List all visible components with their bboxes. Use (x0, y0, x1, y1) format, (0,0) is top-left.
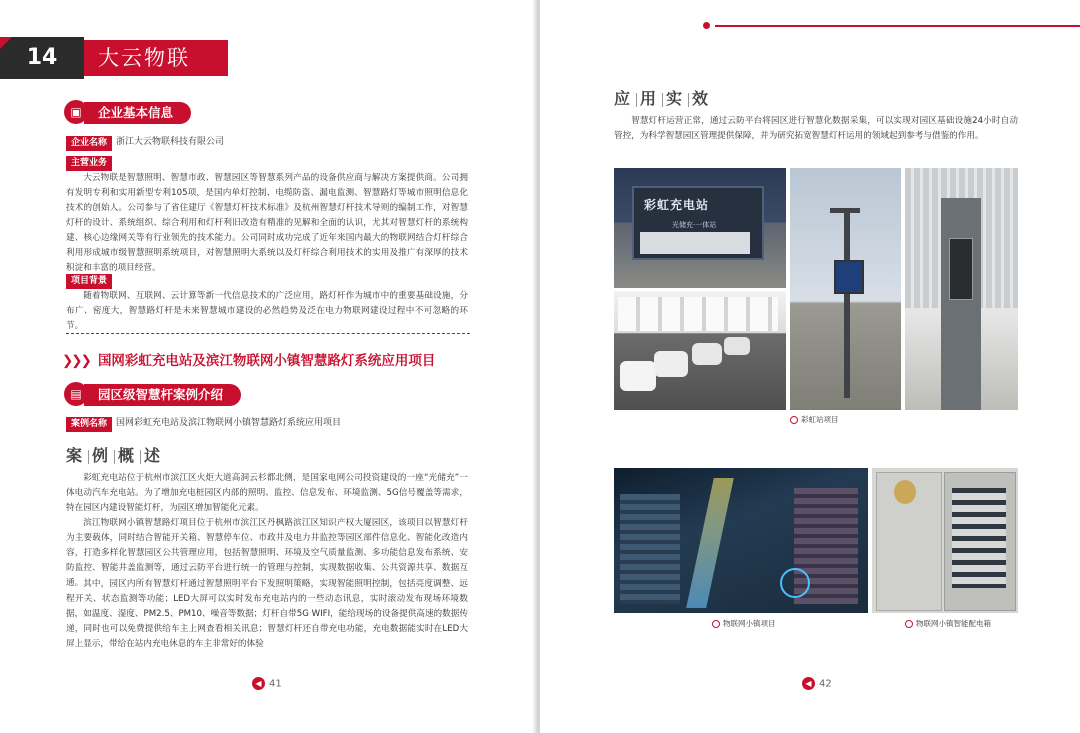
photo-charging-station: 彩虹充电站 光储充·一体站 (614, 168, 786, 288)
project-background-text: 随着物联网、互联网、云计算等新一代信息技术的广泛应用，路灯杆作为城市中的重要基础设施，分布广、密度大，智慧路灯杆是未来智慧城市建设的必然趋势及泛在电力物联网建设过程中不可忽略的环节。 (66, 291, 468, 331)
project-title: 国网彩虹充电站及滨江物联网小镇智慧路灯系统应用项目 (97, 353, 436, 369)
photo-smart-pole (790, 168, 901, 410)
divider (66, 333, 470, 334)
double-arrow-icon: ❯❯❯ (62, 353, 90, 369)
main-business-text: 大云物联是智慧照明、智慧市政、智慧园区等智慧系列产品的设备供应商与解决方案提供商。公司拥有发明专利和实用新型专利105项，是国内单灯控制、电缆防盗、漏电监测、智慧路灯等城市照明信息化技术的创始人。公司参与了省住建厅《智慧灯杆技术标准》及杭州智慧灯杆技术导则的编制工作，对智慧灯杆的设计、系统组织、综合利用和灯杆利旧改造有精准的见解和全面的认识，尤其对智慧灯杆的系统构建、核心边缘网关等有行业领先的技术能力。公司同时成功完成了近年来国内最大的物联网结合灯杆综合利用形成城市级智慧照明系统项目，对智慧照明大系统以及灯杆综合利用技术的实用及推广有深厚的技术积淀和丰富的项目经营。 (66, 173, 468, 273)
photo-parking-lot (614, 291, 786, 410)
overview-paragraph-2: 滨江物联网小镇智慧路灯项目位于杭州市滨江区丹枫路滨江区知识产权大厦园区，该项目以智慧灯杆为主要载体，同时结合智能开关箱、智慧停车位、市政井及电力井监控等园区部件信息化、智能化改造内容，打造多样化智慧园区公共管理应用，包括智慧照明、环境及空气质量监测、多功能信息发布系统、安防监控、智能井盖监测等，通过云防平台进行统一的管理与控制，实现数据收集、公共资源共享、数据互通。 (66, 518, 468, 588)
case-name-label: 案例名称 (66, 417, 112, 432)
caption-rainbow-station: 彩虹站项目 (790, 414, 839, 425)
document-icon: ▤ (64, 382, 88, 406)
header-line (715, 25, 1080, 27)
section-case-intro-label: 园区级智慧杆案例介绍 (84, 384, 241, 406)
caption-dot-icon (790, 416, 798, 424)
banner-corner (0, 37, 12, 49)
right-page (540, 0, 1080, 733)
page-number-left: ◀ 41 (252, 677, 282, 690)
effect-text: 智慧灯杆运营正常，通过云防平台将园区进行智慧化数据采集，可以实现对园区基础设施24小时自动管控，为科学智慧园区管理提供保障，并为研究拓宽智慧灯杆运用的领域起到参考与借鉴的作用。 (614, 116, 1018, 141)
chapter-banner (0, 37, 215, 79)
chapter-title: 大云物联 (84, 40, 228, 76)
caption-dot-icon (712, 620, 720, 628)
caption-dot-icon (905, 620, 913, 628)
caption-distribution-box: 物联网小镇智能配电箱 (905, 618, 991, 629)
chapter-number: 14 (0, 37, 84, 79)
project-title-row (62, 349, 435, 369)
photo-iot-town-dashboard (614, 468, 868, 613)
header-dot (703, 22, 710, 29)
chevron-left-icon: ◀ (802, 677, 815, 690)
left-page (0, 0, 537, 733)
overview-paragraph-1: 彩虹充电站位于杭州市滨江区火炬大道高洞云杉都北侧，是国家电网公司投资建设的一座“光储充”一体电动汽车充电站。为了增加充电桩园区内部的照明、监控、信息发布、环境监测、5G信号覆盖等需求，特在园区内建设智能灯杆，为园区增加智能化元素。 (66, 473, 468, 513)
section-company-info-label: 企业基本信息 (84, 102, 191, 124)
company-name: 浙江大云物联科技有限公司 (116, 137, 225, 147)
case-name: 国网彩虹充电站及滨江物联网小镇智慧路灯系统应用项目 (116, 418, 342, 428)
photo-pole-cabinet (905, 168, 1018, 410)
photo-distribution-box (872, 468, 1018, 613)
effect-heading: 应 用 实 效 (614, 89, 712, 108)
overview-paragraph-3: 其中，园区内所有智慧灯杆通过智慧照明平台下发照明策略，实现智能照明控制，包括亮度调整、远程开关、状态监测等功能；LED大屏可以实时发布充电站内的一些动态讯息，实时滚动发布现场环境数据，如温度、湿度、PM2.5、PM10、噪音等数据；灯杆自带5G WIFI，能给现场的设备提供高速的数据传递，同时也可以免费提供给车主上网查看相关讯息；智慧灯杆还自带充电功能，充电数据能实时在LED大屏上显示，带给在站内充电休息的车主非常好的体验 (66, 579, 468, 649)
company-name-label: 企业名称 (66, 136, 112, 151)
main-business-label: 主营业务 (66, 156, 112, 171)
building-icon: ▣ (64, 100, 88, 124)
caption-iot-town: 物联网小镇项目 (712, 618, 776, 629)
project-background-label: 项目背景 (66, 274, 112, 289)
chevron-left-icon: ◀ (252, 677, 265, 690)
page-number-right: ◀ 42 (802, 677, 832, 690)
overview-heading: 案 例 概 述 (66, 446, 164, 465)
